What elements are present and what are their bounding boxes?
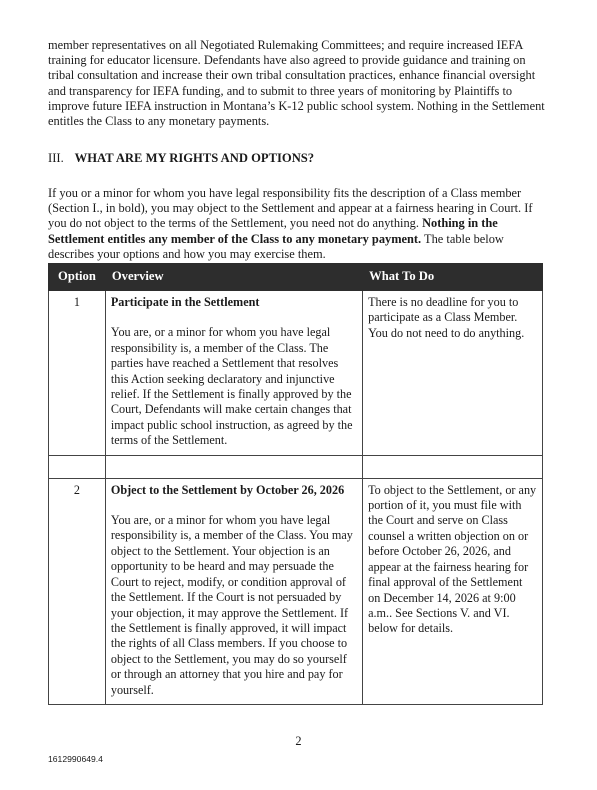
option-title: Participate in the Settlement: [110, 295, 260, 309]
document-id: 1612990649.4: [48, 754, 103, 764]
rights-paragraph: [48, 186, 548, 262]
overview-cell: [105, 291, 362, 456]
overview-cell: [105, 478, 362, 704]
table-header-row: [49, 264, 543, 291]
rights-text: If you or a minor for whom you have legal responsibility fits the description of a Class member (Section I., in bold), you may object to the Settlement and appear at a fairness hearing in Court. If you do not object to the terms of the Settlement, you need not do anything.: [48, 186, 533, 231]
table-row: [49, 478, 543, 704]
section-heading: [48, 151, 314, 166]
header-what-to-do: What To Do: [363, 264, 543, 291]
header-option: Option: [49, 264, 106, 291]
table-row-spacer: [49, 455, 543, 478]
option-number: 2: [49, 478, 106, 704]
options-table: [48, 263, 543, 705]
table-row: [49, 291, 543, 456]
option-body: You are, or a minor for whom you have legal responsibility is, a member of the Class. The parties have reached a Settlement that resolves this Action seeking declaratory and injunctive relief. If the Settlement is finally approved by the Court, Defendants will make certain changes that impact public school instruction, as agreed by the terms of the Settlement.: [110, 325, 353, 448]
intro-paragraph: member representatives on all Negotiated Rulemaking Committees; and require increased IEFA training for educator licensure. Defendants have also agreed to provide guidance and training on tribal consultation and increase their own tribal consultation practices, enhance financial oversight and transparency for IEFA funding, and to submit to three years of monitoring by Plaintiffs to improve future IEFA instruction in Montana’s K-12 public school system. Nothing in the Settlement entitles the Class to any monetary payments.: [48, 38, 545, 129]
header-overview: Overview: [105, 264, 362, 291]
section-number: III.: [48, 151, 64, 165]
option-body: You are, or a minor for whom you have legal responsibility is, a member of the Class. You may object to the Settlement. Your objection is an opportunity to be heard and may persuade the Court to reject, modify, or condition approval of the Settlement. If the Court is not persuaded by your objection, it may approve the Settlement. If the Settlement is finally approved, it will impact the rights of all Class members. If you choose to object to the Settlement, you may do so yourself or through an attorney that you hire and pay for yourself.: [110, 513, 353, 697]
section-title: WHAT ARE MY RIGHTS AND OPTIONS?: [74, 151, 315, 165]
option-number: 1: [49, 291, 106, 456]
rights-tail-text: The table below describes your options and how you may exercise them.: [48, 231, 504, 261]
option-title: Object to the Settlement by October 26, 2026: [110, 482, 345, 497]
rights-bold-text: Nothing in the Settlement entitles any member of the Class to any monetary payment.: [48, 216, 498, 246]
what-to-do-cell: There is no deadline for you to participate as a Class Member. You do not need to do anything.: [363, 291, 543, 456]
page-number: 2: [295, 734, 302, 748]
what-to-do-cell: To object to the Settlement, or any portion of it, you must file with the Court and serve on Class counsel a written objection on or before October 26, 2026, and appear at the fairness hearing for final approval of the Settlement on December 14, 2026 at 9:00 a.m.. See Sections V. and VI. below for details.: [363, 478, 543, 704]
